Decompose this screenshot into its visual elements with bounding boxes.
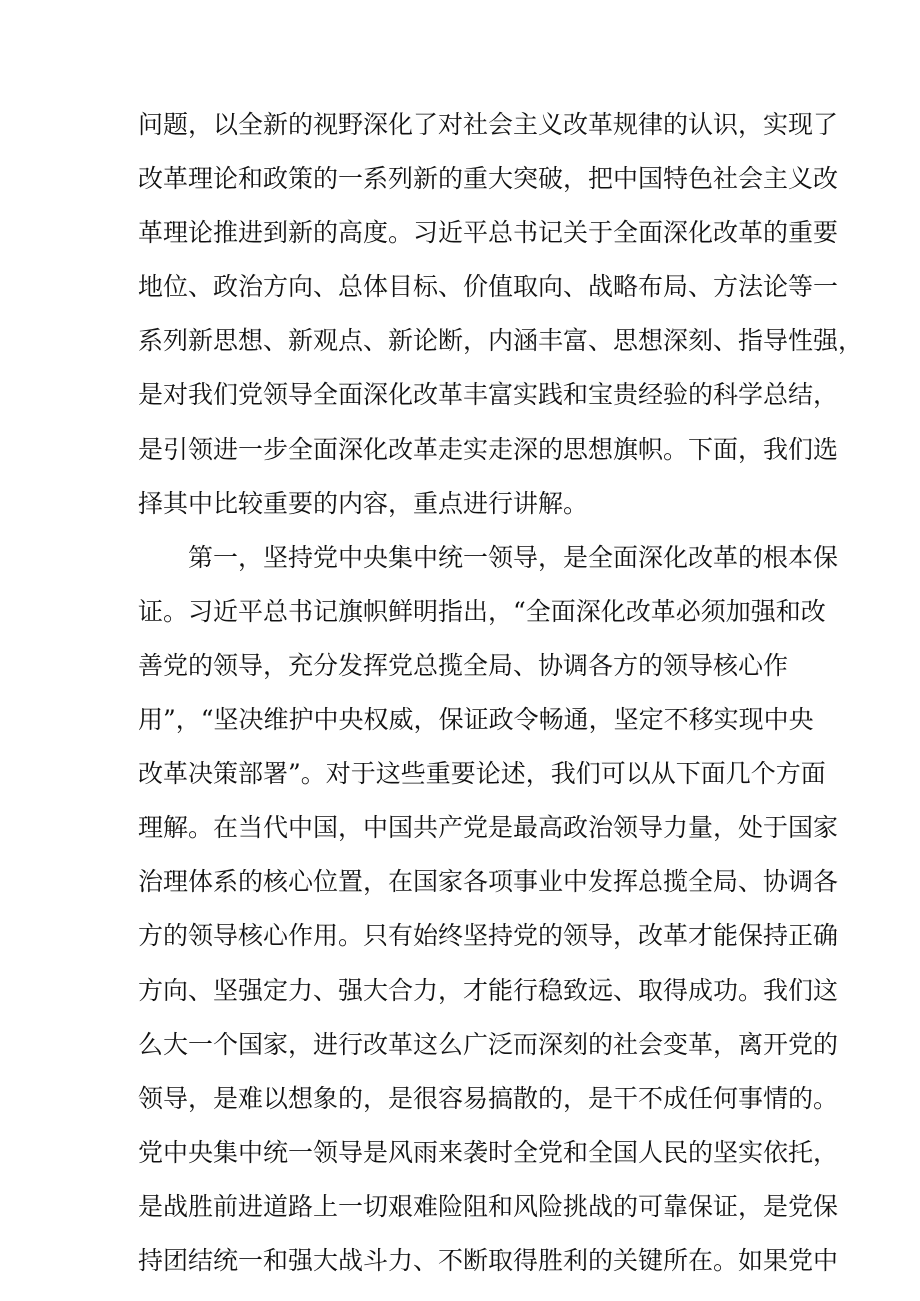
- text-line-20: 党中央集中统一领导是风雨来袭时全党和全国人民的坚实依托，: [138, 1137, 839, 1167]
- text-line-13: 改革决策部署”。对于这些重要论述，我们可以从下面几个方面: [138, 759, 826, 789]
- text-line-9: 第一，坚持党中央集中统一领导，是全面深化改革的根本保: [188, 542, 839, 572]
- text-line-11: 善党的领导，充分发挥党总揽全局、协调各方的领导核心作: [138, 650, 789, 680]
- text-line-5: 系列新思想、新观点、新论断，内涵丰富、思想深刻、指导性强，: [138, 326, 864, 356]
- text-line-17: 方向、坚强定力、强大合力，才能行稳致远、取得成功。我们这: [138, 975, 839, 1005]
- text-line-21: 是战胜前进道路上一切艰难险阻和风险挑战的可靠保证，是党保: [138, 1191, 839, 1221]
- text-line-14: 理解。在当代中国，中国共产党是最高政治领导力量，处于国家: [138, 813, 839, 843]
- text-line-19: 领导，是难以想象的，是很容易搞散的，是干不成任何事情的。: [138, 1083, 839, 1113]
- text-line-18: 么大一个国家，进行改革这么广泛而深刻的社会变革，离开党的: [138, 1029, 839, 1059]
- text-line-2: 改革理论和政策的一系列新的重大突破，把中国特色社会主义改: [138, 164, 839, 194]
- text-line-7: 是引领进一步全面深化改革走实走深的思想旗帜。下面，我们选: [138, 434, 839, 464]
- text-line-8: 择其中比较重要的内容，重点进行讲解。: [138, 488, 589, 518]
- text-line-6: 是对我们党领导全面深化改革丰富实践和宝贵经验的科学总结，: [138, 380, 839, 410]
- text-line-12: 用”，“坚决维护中央权威，保证政令畅通，坚定不移实现中央: [138, 705, 814, 735]
- body-text: [138, 98, 864, 1288]
- text-line-16: 方的领导核心作用。只有始终坚持党的领导，改革才能保持正确: [138, 921, 839, 951]
- text-line-22: 持团结统一和强大战斗力、不断取得胜利的关键所在。如果党中: [138, 1245, 839, 1275]
- text-line-3: 革理论推进到新的高度。习近平总书记关于全面深化改革的重要: [138, 218, 839, 248]
- text-line-1: 问题，以全新的视野深化了对社会主义改革规律的认识，实现了: [138, 110, 839, 139]
- text-line-4: 地位、政治方向、总体目标、价值取向、战略布局、方法论等一: [138, 272, 839, 302]
- text-line-15: 治理体系的核心位置，在国家各项事业中发挥总揽全局、协调各: [138, 867, 839, 897]
- text-line-10: 证。习近平总书记旗帜鲜明指出，“全面深化改革必须加强和改: [138, 596, 826, 626]
